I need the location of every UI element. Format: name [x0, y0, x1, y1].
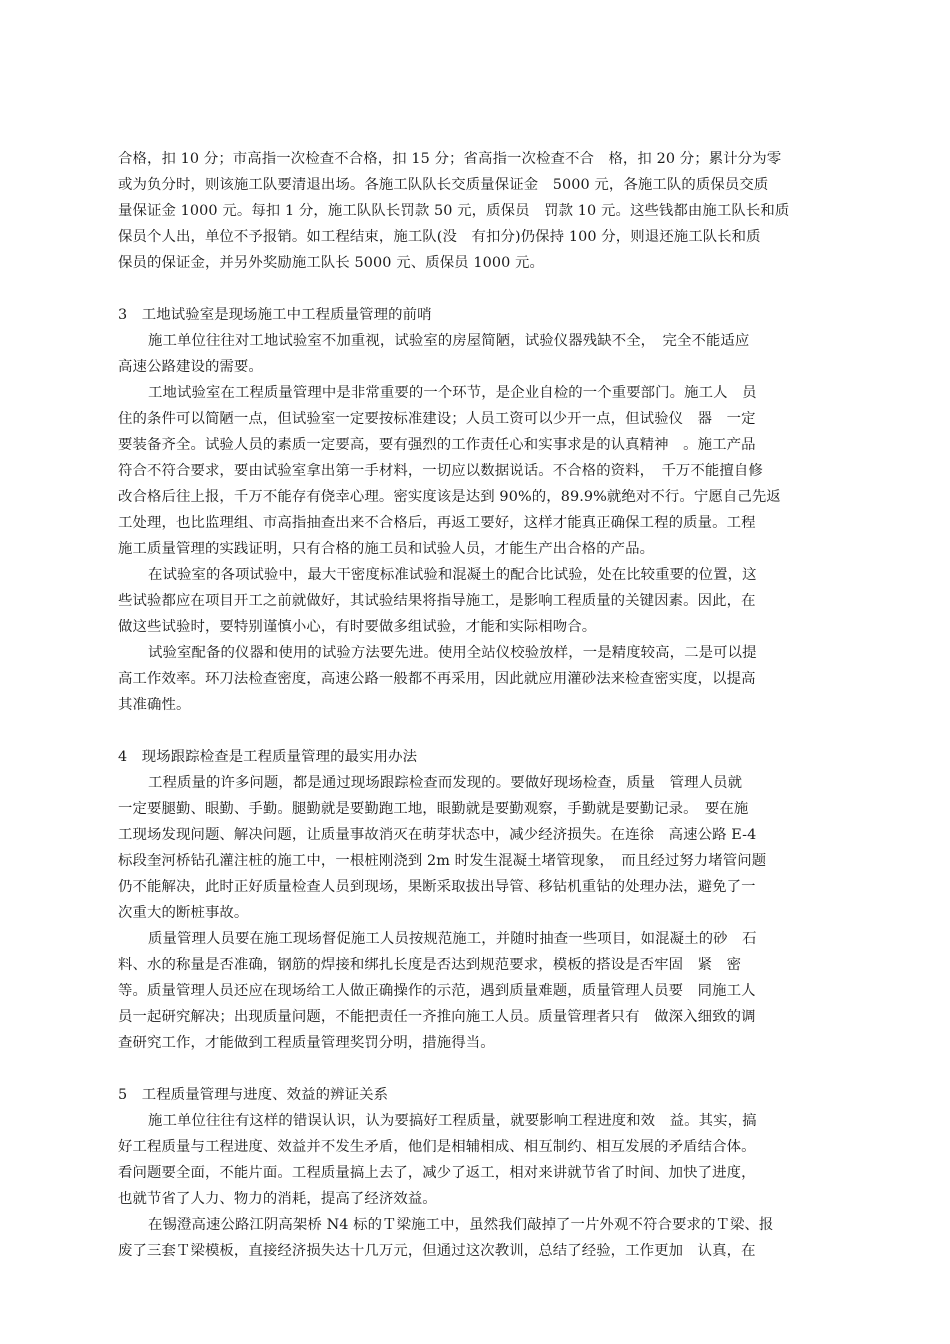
text-line: 废了三套Ｔ梁模板，直接经济损失达十几万元，但通过这次教训，总结了经验，工作更加 认真，在 — [118, 1243, 756, 1259]
text-line: 员一起研究解决；出现质量问题，不能把责任一齐推向施工人员。质量管理者只有 做深入细致的调 — [118, 1009, 756, 1025]
text-line: 仍不能解决，此时正好质量检查人员到现场，果断采取拔出导管、移钻机重钻的处理办法，避免了一 — [118, 879, 756, 895]
text-line: 施工单位往往对工地试验室不加重视，试验室的房屋简陋，试验仪器残缺不全， 完全不能适应 — [148, 333, 750, 349]
text-line: 料、水的称量是否准确，钢筋的焊接和绑扎长度是否达到规范要求，模板的搭设是否牢固 紧 密 — [118, 957, 742, 973]
spacer — [118, 276, 830, 302]
text-line: 标段奎河桥钻孔灌注桩的施工中，一根桩刚浇到 2m 时发生混凝土堵管现象， 而且经过努力堵管问题 — [118, 853, 767, 869]
section-3-paragraph-2 — [118, 380, 830, 562]
text-line: 或为负分时，则该施工队要清退出场。各施工队队长交质量保证金 5000 元，各施工队的质保员交质 — [118, 177, 769, 193]
paragraph-penalty-rules — [118, 146, 830, 276]
text-line: 好工程质量与工程进度、效益并不发生矛盾，他们是相辅相成、相互制约、相互发展的矛盾结合体。 — [118, 1139, 756, 1155]
text-line: 做这些试验时，要特别谨慎小心，有时要做多组试验，才能和实际相吻合。 — [118, 619, 597, 635]
text-line: 也就节省了人力、物力的消耗，提高了经济效益。 — [118, 1191, 437, 1207]
text-line: 工地试验室在工程质量管理中是非常重要的一个环节，是企业自检的一个重要部门。施工人 员 — [148, 385, 757, 401]
section-4-paragraph-2 — [118, 926, 830, 1056]
text-line: 质量管理人员要在施工现场督促施工人员按规范施工，并随时抽查一些项目，如混凝土的砂 石 — [148, 931, 757, 947]
document-body — [118, 146, 830, 1264]
section-3-paragraph-4 — [118, 640, 830, 718]
text-line: 高工作效率。环刀法检查密度，高速公路一般都不再采用，因此就应用灌砂法来检查密实度，以提高 — [118, 671, 756, 687]
text-line: 一定要腿勤、眼勤、手勤。腿勤就是要勤跑工地，眼勤就是要勤观察，手勤就是要勤记录。 要在施 — [118, 801, 749, 817]
text-line: 保员个人出，单位不予报销。如工程结束，施工队(没 有扣分)仍保持 100 分，则退还施工队长和质 — [118, 229, 761, 245]
text-line: 试验室配备的仪器和使用的试验方法要先进。使用全站仪校验放样，一是精度较高，二是可以提 — [148, 645, 757, 661]
text-line: 工程质量的许多问题，都是通过现场跟踪检查而发现的。要做好现场检查，质量 管理人员就 — [148, 775, 743, 791]
text-line: 等。质量管理人员还应在现场给工人做正确操作的示范，遇到质量难题，质量管理人员要 同施工人 — [118, 983, 756, 999]
text-line: 合格，扣 10 分；市高指一次检查不合格，扣 15 分；省高指一次检查不合 格，扣 20 分；累计分为零 — [118, 151, 782, 167]
text-line: 查研究工作，才能做到工程质量管理奖罚分明，措施得当。 — [118, 1035, 495, 1051]
section-5-paragraph-2 — [118, 1212, 830, 1264]
text-line: 保员的保证金，并另外奖励施工队长 5000 元、质保员 1000 元。 — [118, 255, 545, 271]
section-3-paragraph-3 — [118, 562, 830, 640]
spacer — [118, 718, 830, 744]
section-3-paragraph-1 — [118, 328, 830, 380]
section-5-paragraph-1 — [118, 1108, 830, 1212]
text-line: 其准确性。 — [118, 697, 191, 713]
section-3-heading: 3 工地试验室是现场施工中工程质量管理的前哨 — [118, 307, 432, 323]
section-4-paragraph-1 — [118, 770, 830, 926]
text-line: 改合格后往上报，千万不能存有侥幸心理。密实度该是达到 90%的，89.9%就绝对不行。宁愿自己先返 — [118, 489, 781, 505]
text-line: 些试验都应在项目开工之前就做好，其试验结果将指导施工，是影响工程质量的关键因素。因此，在 — [118, 593, 756, 609]
text-line: 住的条件可以简陋一点，但试验室一定要按标准建设；人员工资可以少开一点，但试验仪 器 一定 — [118, 411, 756, 427]
text-line: 量保证金 1000 元。每扣 1 分，施工队队长罚款 50 元，质保员 罚款 10 元。这些钱都由施工队长和质 — [118, 203, 790, 219]
spacer — [118, 1056, 830, 1082]
section-4-heading: 4 现场跟踪检查是工程质量管理的最实用办法 — [118, 749, 418, 765]
text-line: 施工单位往往有这样的错误认识，认为要搞好工程质量，就要影响工程进度和效 益。其实，搞 — [148, 1113, 757, 1129]
text-line: 看问题要全面，不能片面。工程质量搞上去了，减少了返工，相对来讲就节省了时间、加快了进度， — [118, 1165, 756, 1181]
text-line: 次重大的断桩事故。 — [118, 905, 249, 921]
text-line: 符合不符合要求，要由试验室拿出第一手材料，一切应以数据说话。不合格的资料， 千万不能擅自修 — [118, 463, 763, 479]
section-5-heading: 5 工程质量管理与进度、效益的辨证关系 — [118, 1087, 389, 1103]
text-line: 要装备齐全。试验人员的素质一定要高，要有强烈的工作责任心和实事求是的认真精神 。施工产品 — [118, 437, 756, 453]
text-line: 高速公路建设的需要。 — [118, 359, 263, 375]
text-line: 工现场发现问题、解决问题，让质量事故消灭在萌芽状态中，减少经济损失。在连徐 高速公路 E-4 — [118, 827, 757, 843]
text-line: 工处理，也比监理组、市高指抽查出来不合格后，再返工要好，这样才能真正确保工程的质量。工程 — [118, 515, 756, 531]
text-line: 施工质量管理的实践证明，只有合格的施工员和试验人员，才能生产出合格的产品。 — [118, 541, 655, 557]
text-line: 在锡澄高速公路江阴高架桥 N4 标的Ｔ梁施工中，虽然我们敲掉了一片外观不符合要求的Ｔ梁、报 — [148, 1217, 774, 1233]
text-line: 在试验室的各项试验中，最大干密度标准试验和混凝土的配合比试验，处在比较重要的位置，这 — [148, 567, 757, 583]
